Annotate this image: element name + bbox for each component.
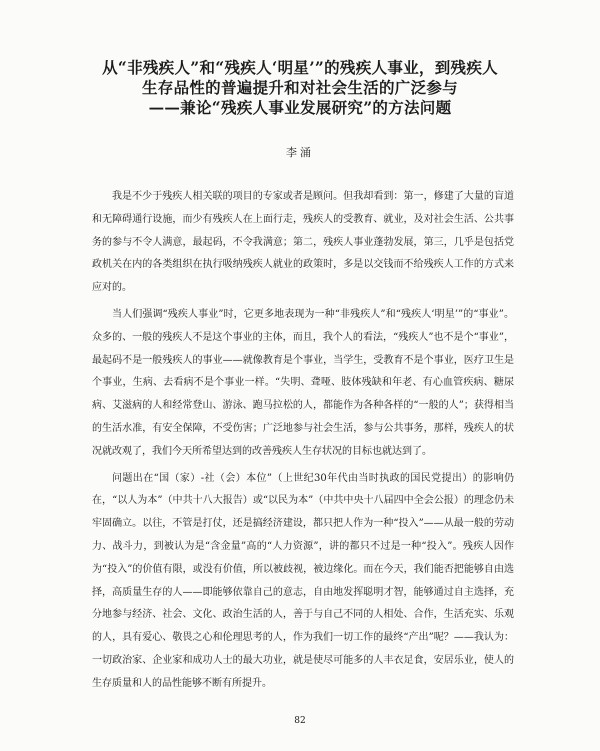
article-body bbox=[92, 186, 514, 700]
title-line-3: ——兼论“残疾人事业发展研究”的方法问题 bbox=[148, 98, 452, 117]
article-title bbox=[40, 58, 560, 118]
title-line-1: 从“非残疾人”和“残疾人‘明星’”的残疾人事业，到残疾人 bbox=[102, 58, 498, 77]
author-name: 李涌 bbox=[286, 146, 314, 159]
paragraph: 我是不少于残疾人相关联的项目的专家或者是顾问。但我却看到：第一，修建了大量的盲道和无障碍通行设施，而少有残疾人在上面行走，残疾人的受教育、就业，及对社会生活、公共事务的参与不令人满意，最起码，不令我满意；第二，残疾人事业蓬勃发展，第三，几乎是包括党政机关在内的各类组织在执行吸纳残疾人就业的政策时，多是以交钱而不给残疾人工作的方式来应对的。 bbox=[92, 191, 514, 294]
paragraph: 当人们强调“残疾人事业”时，它更多地表现为一种“非残疾人”和“残疾人‘明星’”的“事业”。众多的、一般的残疾人不是这个事业的主体，而且，我个人的看法，“残疾人”也不是个“事业”，最起码不是一般残疾人的事业——就像教育是个事业，当学生，受教育不是个事业，医疗卫生是个事业，生病、去看病不是个事业一样。“失明、聋哑、肢体残缺和年老、有心血管疾病、糖尿病、艾滋病的人和经常登山、游泳、跑马拉松的人，都能作为各种各样的“一般的人”；获得相当的生活水准，有安全保障，不受伤害；广泛地参与社会生活，参与公共事务，那样，残疾人的状况就改观了，我们今天所希望达到的改善残疾人生存状况的目标也就达到了。 bbox=[92, 308, 514, 457]
page-number: 82 bbox=[294, 716, 306, 726]
title-line-2: 生存品性的普遍提升和对社会生活的广泛参与 bbox=[141, 78, 458, 97]
paragraph: 问题出在“国（家）-社（会）本位”（上世纪30年代由当时执政的国民党提出）的影响仍在，“以人为本”（中共十八大报告）或“以民为本”（中共中央十八届四中全会公报）的理念仍未牢固确立。以往，不管是打仗，还是搞经济建设，都只把人作为一种“投入”——从最一般的劳动力、战斗力，到被认为是“含金量”高的“人力资源”，讲的都只不过是一种“投入”。残疾人因作为“投入”的价值有限，或没有价值，所以被歧视，被边缘化。而在今天，我们能否把能够自由选择，高质量生存的人——即能够依靠自己的意志，自由地发挥聪明才智，能够通过自主选择，充分地参与经济、社会、文化、政治生活的人，善于与自己不同的人相处、合作，生活充实、乐观的人，具有爱心、敬畏之心和伦理思考的人，作为我们一切工作的最终“产出”呢？——我认为：一切政治家、企业家和成功人士的最大功业，就是使尽可能多的人丰衣足食，安居乐业，使人的生存质量和人的品性能够不断有所提升。 bbox=[92, 472, 514, 689]
